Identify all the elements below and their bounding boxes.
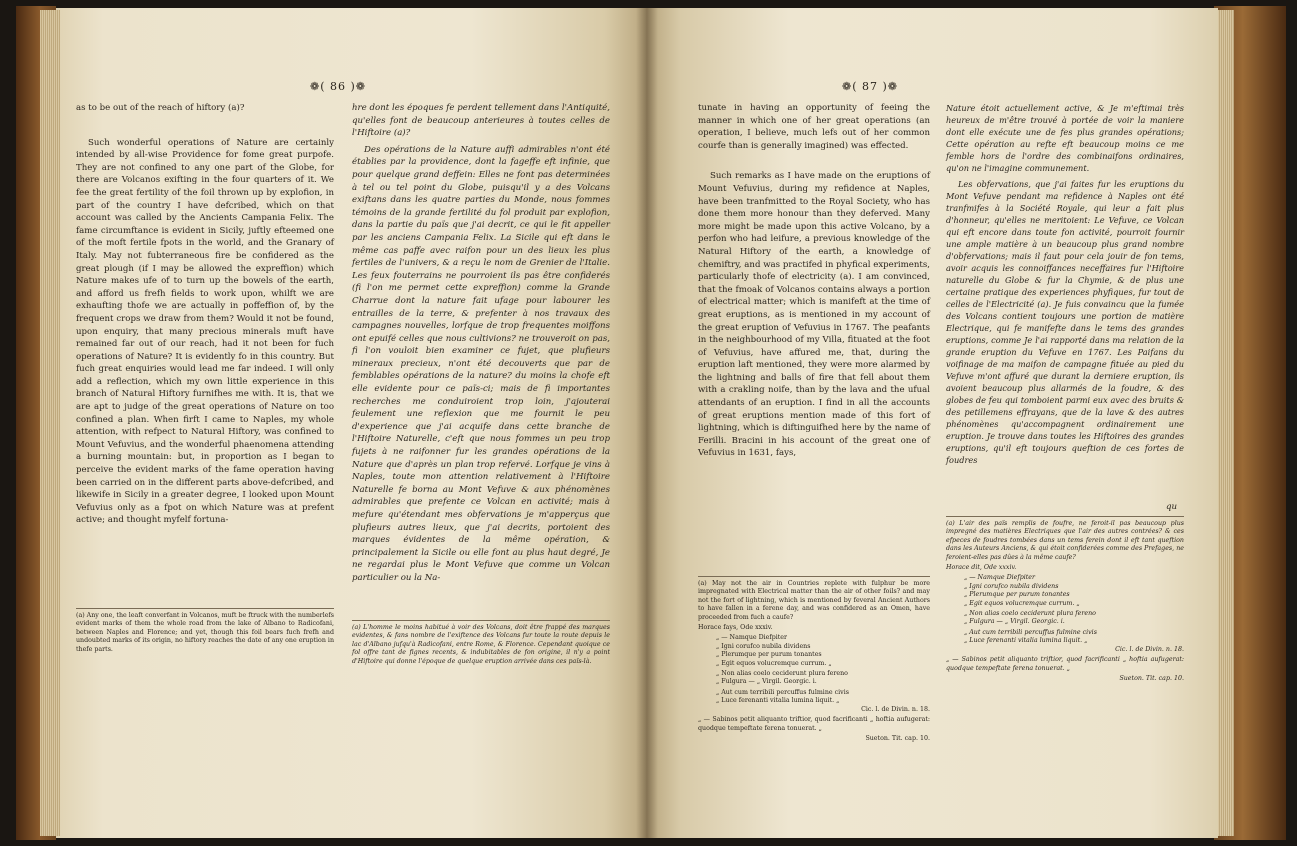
right-page-french-footnote bbox=[946, 520, 1184, 760]
verse-line: „ Fulgura — „ Virgil. Georgic. i. bbox=[716, 678, 817, 686]
footnote: (a) L'homme le moins habitué à voir des Volcans, doit être frappé des marques evidentes, & fans nombre de l'exiftence des Volcans fur toute la route depuis le lac d'Albano jufqu'à Radicofani, entre Rome, & Florence. Cependant quoique ce fol offre tant de fignes recents, & indubitables de fon origine, il n'y a point d'Hiftoire qui donne l'époque de quelque eruption arrivée dans ces païs-là. bbox=[352, 624, 610, 665]
left-page-english-column bbox=[76, 102, 334, 602]
verse-line: „ Igni corufco nubila dividens bbox=[716, 642, 811, 650]
verse-line: „ — Sabinos petit aliquanto triftior, quod facrificanti „ hoftia aufugerat: quodque tempeftate ferena tonuerat. „ bbox=[698, 716, 930, 732]
footnote-rule bbox=[698, 576, 930, 577]
footnote-text: Horace dit, Ode xxxiv. bbox=[946, 564, 1017, 572]
verse-line: „ Plerumque per purum tonantes bbox=[716, 651, 822, 659]
verse-line: „ — Namque Diefpiter bbox=[716, 634, 788, 642]
verse-line: „ Luce ferenanti vitalia lumina liquit. „ bbox=[716, 697, 840, 705]
verse-line: „ — Namque Diefpiter bbox=[964, 574, 1036, 582]
verse-line: „ Non alias coelo ceciderunt plura fereno bbox=[964, 610, 1096, 618]
verse-line: „ Egit equos volucremque currum. „ bbox=[964, 599, 1080, 607]
paragraph: Such remarks as I have made on the eruptions of Mount Vefuvius, during my refidence at Naples, have been tranfmitted to the Royal Society, who has done them more honour than they deferved. Many more might be made upon this active Volcano, by a perfon who had leifure, a previous knowledge of the Natural Hiftory of the earth, a knowledge of chemiftry, and was practifed in phyfical experiments, particularly thofe of electricity (a). I am convinced, that the fmoak of Volcanos contains always a portion of electrical matter; which is manifeft at the time of great eruptions, as is mentioned in my account of the great eruption of Vefuvius in 1767. The peafants in the neighbourhood of my Villa, fituated at the foot of Vefuvius, have affured me, that, during the eruption laft mentioned, they were more alarmed by the lightning and balls of fire that fell about them with a crakling noife, than by the lava and the ufual attendants of an eruption. I find in all the accounts of great eruptions mention made of this fort of lightning, which is diftinguifhed here by the name of Ferilli. Bracini in his account of the great one of Vefuvius in 1631, fays, bbox=[698, 171, 930, 459]
left-page-french-footnote bbox=[352, 624, 610, 694]
left-page bbox=[56, 8, 646, 838]
paragraph: Les obfervations, que j'ai faites fur les eruptions du Mont Vefuve pendant ma refidence à Naples ont été tranfmifes à la Société Royale, qui leur a fait plus d'honneur, qu'elles ne meritoient: Le Vefuve, ce Volcan qui eft encore dans toute fon activité, pourroit fournir une ample matière à un beaucoup plus grand nombre d'obfervations; mais il faut pour cela jouir de fon tems, avoir acquis les connoiffances neceffaires fur l'Hiftoire naturelle du Globe & fur la Chymie, & de plus une certaine pratique des experiences phyfiques, fur tout de celles de l'Electricité (a). Je fuis convaincu que la fumée des Volcans contient toujours une portion de matière Electrique, qui fe manifefte dans le tems des grandes eruptions, comme Je l'ai rapporté dans ma relation de la grande eruption du Vefuve en 1767. Les Paifans du voifinage de ma maifon de campagne fituée au pied du Vefuve m'ont affuré que durant la derniere eruption, ils avoient beaucoup plus allarmés de la foudre, & des globes de feu qui tomboient parmi eux avec des bruits & des petillemens effrayans, que de la lave & des autres phénomènes qu'accompagnent ordinairement une eruption. Je trouve dans toutes les Hiftoires des grandes eruptions, qu'il eft toujours queftion de ces fortes de foudres bbox=[946, 179, 1184, 465]
verse-line: „ Igni corufco nubila dividens bbox=[964, 582, 1059, 590]
footnote: (a) Any one, the leaft converfant in Volcanos, muft be ftruck with the numberlefs evident marks of them the whole road from the lake of Albano to Radicofani, between Naples and Florence; and yet, though this foil bears fuch frefh and undoubted marks of its origin, no hiftory reaches the date of any one eruption in thefe parts. bbox=[76, 612, 334, 653]
left-page-french-column bbox=[352, 102, 610, 612]
right-page-english-footnote bbox=[698, 580, 930, 740]
verse-line: „ Plerumque per purum tonantes bbox=[964, 591, 1070, 599]
verse-line: „ Aut cum terribili percuffus fulmine civis bbox=[716, 688, 849, 696]
footnote-rule bbox=[76, 608, 334, 609]
paragraph: hre dont les époques fe perdent tellement dans l'Antiquité, qu'elles font de beaucoup anterieures à toutes celles de l'Hiftoire (a)? bbox=[352, 103, 610, 139]
citation: Cic. l. de Divin. n. 18. bbox=[861, 705, 930, 713]
book-gutter bbox=[636, 8, 658, 838]
left-page-number: ❁( 86 )❁ bbox=[310, 80, 367, 93]
right-page bbox=[646, 8, 1218, 838]
verse-line: „ Aut cum terribili percuffus fulmine civis bbox=[964, 628, 1097, 636]
citation: Sueton. Tit. cap. 10. bbox=[865, 734, 930, 742]
verse-line: „ Egit equos volucremque currum. „ bbox=[716, 659, 832, 667]
footnote-text: Horace fays, Ode xxxiv. bbox=[698, 624, 773, 632]
paragraph: tunate in having an opportunity of feeing the manner in which one of her great operations (an operation, I believe, much lefs out of her common courfe than is generally imagined) was effected. bbox=[698, 103, 930, 151]
right-page-number: ❁( 87 )❁ bbox=[842, 80, 899, 93]
paragraph: as to be out of the reach of hiftory (a)? bbox=[76, 103, 245, 113]
verse-line: „ — Sabinos petit aliquanto triftior, quod facrificanti „ hoftia aufugerat: quodque tempeftate ferena tonuerat. „ bbox=[946, 656, 1184, 672]
right-page-english-column bbox=[698, 102, 930, 574]
citation: Sueton. Tit. cap. 10. bbox=[1119, 674, 1184, 682]
paragraph: Nature étoit actuellement active, & Je m'eftimai très heureux de m'être trouvé à portée de voir la maniere dont elle exécute une de fes plus grandes opérations; Cette opération au refte eft beaucoup moins ce me femble hors de l'ordre des combinaifons ordinaires, qu'on ne l'imagine communement. bbox=[946, 103, 1184, 173]
verse-line: „ Non alias coelo ceciderunt plura fereno bbox=[716, 670, 848, 678]
verse-line: „ Luce ferenanti vitalia lumina liquit. „ bbox=[964, 637, 1088, 645]
citation: Cic. l. de Divin. n. 18. bbox=[1115, 645, 1184, 653]
paragraph: Des opérations de la Nature auffi admirables n'ont été établies par la providence, dont la fageffe eft infinie, que pour quelque grand deffein: Elles ne font pas determinées à tel ou tel point du Globe, puisqu'il y a des Volcans exiftans dans les quatre parties du Monde, nous fommes témoins de la grande fertilité du fol produit par explofion, dans la partie du païs que j'ai decrit, ce qui le fit appeller par les anciens Campania Felix. La Sicile qui eft dans le même cas paffe avec raifon pour un des lieux les plus fertiles de l'univers, & a reçu le nom de Grenier de l'Italie. Les feux fouterrains ne pourroient ils pas être confiderés (fi l'on me permet cette expreffion) comme la Grande Charrue dont la nature fait ufage pour labourer les entrailles de la terre, & prefenter à nos travaux des campagnes nouvelles, lorfque de trop frequentes moiffons ont epuifé celles que nous cultivions? ne trouveroit on pas, fi l'on vouloit bien examiner ce fujet, que plufieurs mineraux precieux, n'ont été decouverts que par de femblables opérations de la nature? du moins la chofe eft elle evidente pour ce païs-ci; mais de fi importantes recherches me conduiroient trop loin, j'ajouterai feulement une reflexion que me fournit le peu d'experience que j'ai acquife dans cette branche de l'Hiftoire Naturelle, c'eft que nous fommes un peu trop fujets à ne raifonner fur les grandes opérations de la Nature que d'après un plan trop refervé. Lorfque je vins à Naples, toute mon attention relativement à l'Hiftoire Naturelle fe borna au Mont Vefuve & aux phénomènes admirables que prefente ce Volcan en activité; mais à mefure qu'étendant mes obfervations je m'apperçus que plufieurs autres lieux, que j'ai decrits, portoient des marques évidentes de la même opération, & principalement la Sicile ou elle font au plus haut degré, Je ne regardai plus le Mont Vefuve que comme un Volcan particulier ou la Na- bbox=[352, 144, 610, 583]
page-edges-left bbox=[40, 10, 60, 836]
paragraph: Such wonderful operations of Nature are certainly intended by all-wise Providence for fome great purpofe. They are not confined to any one part of the Globe, for there are Volcanos exifting in the four quarters of it. We fee the great fertility of the foil thrown up by explofion, in part of the country I have defcribed, which on that account was called by the Ancients Campania Felix. The fame circumftance is evident in Sicily, juftly efteemed one of the moft fertile fpots in the world, and the Granary of Italy. May not fubterraneous fire be confidered as the great plough (if I may be allowed the expreffion) which Nature makes ufe of to turn up the bowels of the earth, and afford us frefh fields to work upon, whilft we are exhaufting thofe we are actually in poffeffion of, by the frequent crops we draw from them? Would it not be found, upon enquiry, that many precious minerals muft have remained far out of our reach, had it not been for fuch operations of Nature? It is evidently fo in this country. But fuch great enquiries would lead me far indeed. I will only add a reflection, which my own little experience in this branch of Natural Hiftory furnifhes me with. It is, that we are apt to judge of the great operations of Nature on too confined a plan. When firft I came to Naples, my whole attention, with refpect to Natural Hiftory, was confined to Mount Vefuvius, and the wonderful phaenomena attending a burning mountain: but, in proportion as I began to perceive the evident marks of the fame operation having been carried on in the different parts above-defcribed, and likewife in Sicily in a greater degree, I looked upon Mount Vefuvius only as a fpot on which Nature was at prefent active; and thought myfelf fortuna- bbox=[76, 137, 334, 526]
verse-line: „ Fulgura — „ Virgil. Georgic. i. bbox=[964, 618, 1065, 626]
footnote-text: (a) L'air des païs remplis de foufre, ne feroit-il pas beaucoup plus impregné des matières Electriques que l'air des autres contrées? & ces efpeces de foudres tombées dans un tems ferein dont il eft tant queftion dans les Auteurs Anciens, & qui étoit confiderées comme des Prefages, ne feroient-elles pas dûes à la même caufe? bbox=[946, 520, 1184, 561]
footnote-rule bbox=[946, 516, 1184, 517]
footnote-rule bbox=[352, 620, 610, 621]
right-page-french-column bbox=[946, 102, 1184, 502]
footnote-text: (a) May not the air in Countries replete with fulphur be more impregnated with Electrical matter than the air of other foils? and may not the fort of lightning, which is mentioned by feveral Ancient Authors to have fallen in a ferene day, and was confidered as an Omen, have proceeded from fuch a caufe? bbox=[698, 580, 930, 621]
catchword: qu bbox=[1166, 502, 1178, 512]
left-page-english-footnote bbox=[76, 612, 334, 672]
